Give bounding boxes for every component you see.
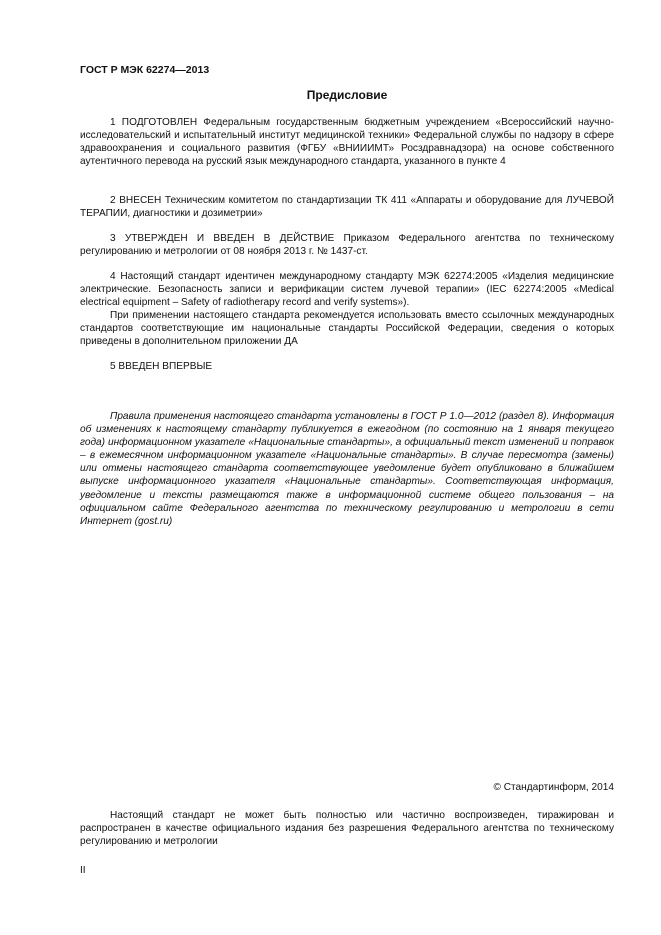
item-4-identical: [80, 270, 614, 349]
document-code: ГОСТ Р МЭК 62274—2013: [80, 64, 210, 76]
application-rules-notice: [80, 410, 614, 528]
reproduction-notice: [80, 809, 614, 848]
item-1-prepared: [80, 116, 614, 168]
item-3-approved: [80, 232, 614, 258]
paragraph: Правила применения настоящего стандарта установлены в ГОСТ Р 1.0—2012 (раздел 8). Информация об изменениях к настоящему стандарту публикуется в ежегодном (по состоянию на 1 января текущего года) информационном указателе «Национальные стандарты», а официальный текст изменений и поправок – в ежемесячном информационном указателе «Национальные стандарты». В случае пересмотра (замены) или отмены настоящего стандарта соответствующее уведомление будет опубликовано в ближайшем выпуске информационного указателя «Национальные стандарты». Соответствующая информация, уведомление и тексты размещаются также в информационной системе общего пользования – на официальном сайте Федерального агентства по техническому регулированию и метрологии в сети Интернет (gost.ru): [80, 411, 614, 527]
paragraph: 1 ПОДГОТОВЛЕН Федеральным государственным бюджетным учреждением «Всероссийский научно-исследовательский и испытательный институт медицинской техники» Федеральной службы по надзору в сфере здравоохранения и социального развития (ФГБУ «ВНИИИМТ» Росздравнадзора) на основе собственного аутентичного перевода на русский язык международного стандарта, указанного в пункте 4: [80, 117, 614, 168]
item-2-introduced: [80, 194, 614, 220]
paragraph: 4 Настоящий стандарт идентичен международному стандарту МЭК 62274:2005 «Изделия медицинские электрические. Безопасность записи и верификации систем лучевой терапии» (IEC 62274:2005 «Medical electrical equipment – Safety of radiotherapy record and verify systems»).: [80, 271, 614, 309]
paragraph: 5 ВВЕДЕН ВПЕРВЫЕ: [110, 361, 213, 372]
page-title: Предисловие: [306, 88, 388, 102]
paragraph: Настоящий стандарт не может быть полностью или частично воспроизведен, тиражирован и распространен в качестве официального издания без разрешения Федерального агентства по техническому регулированию и метрологии: [80, 810, 614, 848]
paragraph: При применении настоящего стандарта рекомендуется использовать вместо ссылочных международных стандартов соответствующие им национальные стандарты Российской Федерации, сведения о которых приведены в дополнительном приложении ДА: [80, 310, 614, 348]
paragraph: 3 УТВЕРЖДЕН И ВВЕДЕН В ДЕЙСТВИЕ Приказом Федерального агентства по техническому регулированию и метрологии от 08 ноября 2013 г. № 1437-ст.: [80, 233, 614, 258]
page-number: II: [80, 865, 86, 876]
item-5-introduced-first: [80, 360, 614, 373]
copyright: © Стандартинформ, 2014: [493, 782, 614, 793]
paragraph: 2 ВНЕСЕН Техническим комитетом по стандартизации ТК 411 «Аппараты и оборудование для ЛУЧЕВОЙ ТЕРАПИИ, диагностики и дозиметрии»: [80, 195, 614, 220]
